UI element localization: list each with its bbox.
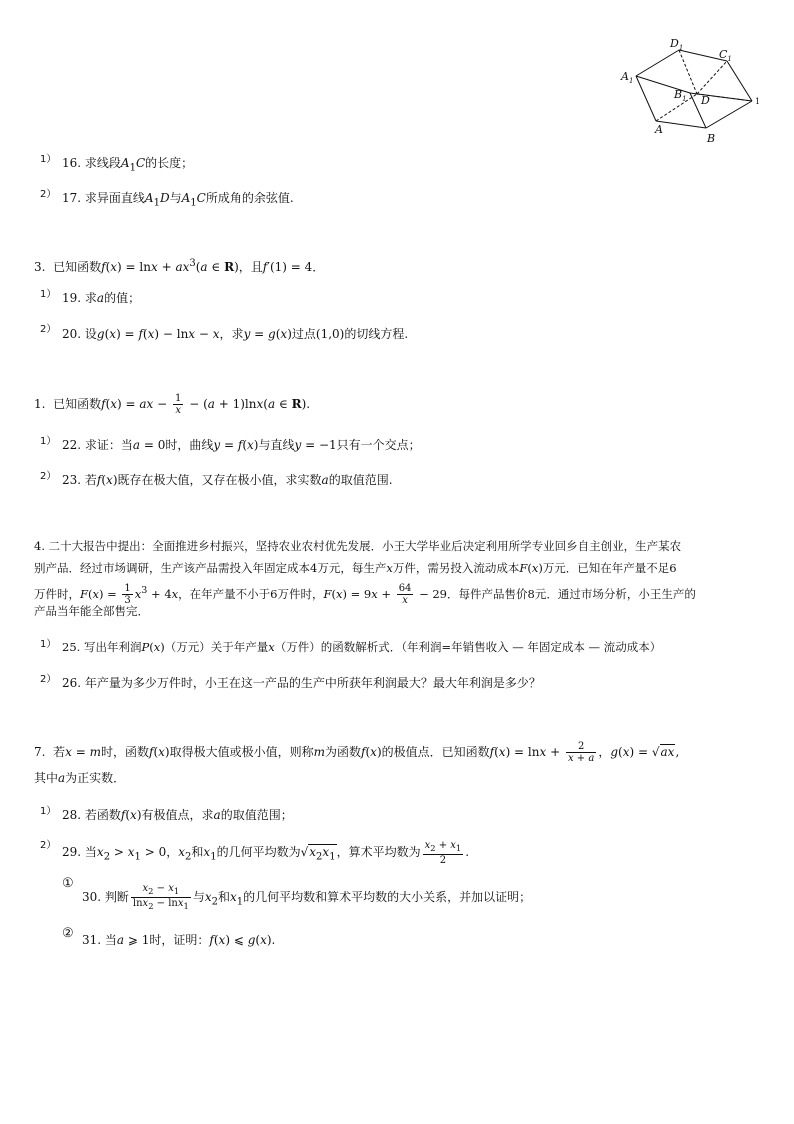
part-marker: 1） <box>40 289 57 300</box>
sub-marker-1: ① <box>62 876 74 891</box>
edge-a1-d1 <box>636 50 679 76</box>
label-c-cut: 1 <box>755 97 761 106</box>
question-24-line3: 万件时，F(x) = $\frac{1}{3}$ $x^3 + 4x$，在年产量不小于6万件时，F(x) = 9x + $\frac{64}{x}$ − 29．每件产品售价8元．通过市场分析，小王生产的 <box>34 583 696 607</box>
question-18-stem: 3. 已知函数$f(x) = \ln x + ax^3(a$ ∈ R)，且f′(1) = 4． <box>34 258 325 274</box>
part-marker: 1） <box>40 154 57 165</box>
question-24-line4: 产品当年能全部售完． <box>34 604 149 618</box>
label-b1: $B_1$ <box>674 88 687 103</box>
question-21-stem: 1. 已知函数f(x) = ax − $\frac{1}{x}$ − (a + 1)lnx(a ∈ R). <box>34 393 311 416</box>
edge-a1-a <box>636 76 656 121</box>
edge-c1-c <box>727 61 752 101</box>
sub-marker-2: ② <box>62 926 74 941</box>
label-c1: $C_1$ <box>719 48 732 63</box>
part-marker: 1） <box>40 436 57 447</box>
part-marker: 2） <box>40 840 57 851</box>
question-25: 25. 写出年利润P(x)（万元）关于年产量x（万件）的函数解析式．（年利润=年销售收入 — 年固定成本 — 流动成本） <box>62 640 662 654</box>
parallelepiped-figure <box>0 0 794 160</box>
question-16: 16. 求线段$A_1C$的长度； <box>62 156 194 174</box>
edge-b-c <box>706 101 752 128</box>
part-marker: 2） <box>40 674 57 685</box>
part-marker: 1） <box>40 639 57 650</box>
label-d1: $D_1$ <box>670 37 684 52</box>
part-marker: 2） <box>40 324 57 335</box>
question-23: 23. 若f(x)既存在极大值，又存在极小值，求实数a的取值范围. <box>62 473 393 487</box>
label-a1: $A_1$ <box>621 70 634 85</box>
part-marker: 2） <box>40 189 57 200</box>
question-17: 17. 求异面直线$A_1D$与$A_1C$所成角的余弦值. <box>62 191 294 209</box>
question-27-line2: 其中a为正实数． <box>34 771 126 785</box>
question-20: 20. 设g(x) = f(x) − lnx − x，求y = g(x)过点(1,0)的切线方程. <box>62 327 409 341</box>
question-28: 28. 若函数f(x)有极值点，求a的取值范围； <box>62 808 293 822</box>
part-marker: 2） <box>40 471 57 482</box>
label-a: A <box>655 123 663 136</box>
question-29: 29. 当$x_2 > x_1 > 0$，$x_2$和$x_1$的几何平均数为$√x_2x_1$，算术平均数为 $\frac{x_2 + x_1}{2}$ . <box>62 839 470 866</box>
part-marker: 1） <box>40 806 57 817</box>
question-24-line2: 别产品．经过市场调研，生产该产品需投入年固定成本4万元，每生产x万件，需另投入流动成本F(x)万元．已知在年产量不足6 <box>34 561 677 575</box>
edge-a-b <box>656 121 706 128</box>
question-27-line1: 7. 若x = m时，函数f(x)取得极大值或极小值，则称m为函数f(x)的极值点．已知函数f(x) = lnx + $\frac{2}{x + a}$ ，g(x) = √ax, <box>34 741 680 764</box>
question-19: 19. 求a的值； <box>62 291 141 305</box>
question-31: 31. 当a ⩾ 1时，证明：f(x) ⩽ g(x). <box>82 933 276 947</box>
question-24-line1: 4. 二十大报告中提出：全面推进乡村振兴，坚持农业农村优先发展．小王大学毕业后决定利用所学专业回乡自主创业，生产某农 <box>34 539 682 553</box>
question-26: 26. 年产量为多少万件时，小王在这一产品的生产中所获年利润最大？最大年利润是多少？ <box>62 676 541 690</box>
label-b: B <box>707 132 716 145</box>
label-d: D <box>701 94 710 107</box>
edge-d-c1-hidden <box>697 61 727 94</box>
question-30: 30. 判断 $\frac{x_2 - x_1}{\ln x_2 - \ln x_1}$ 与$x_2$和$x_1$的几何平均数和算术平均数的大小关系，并加以证明； <box>82 883 532 911</box>
question-22: 22. 求证：当a = 0时，曲线y = f(x)与直线y = −1只有一个交点； <box>62 438 421 452</box>
